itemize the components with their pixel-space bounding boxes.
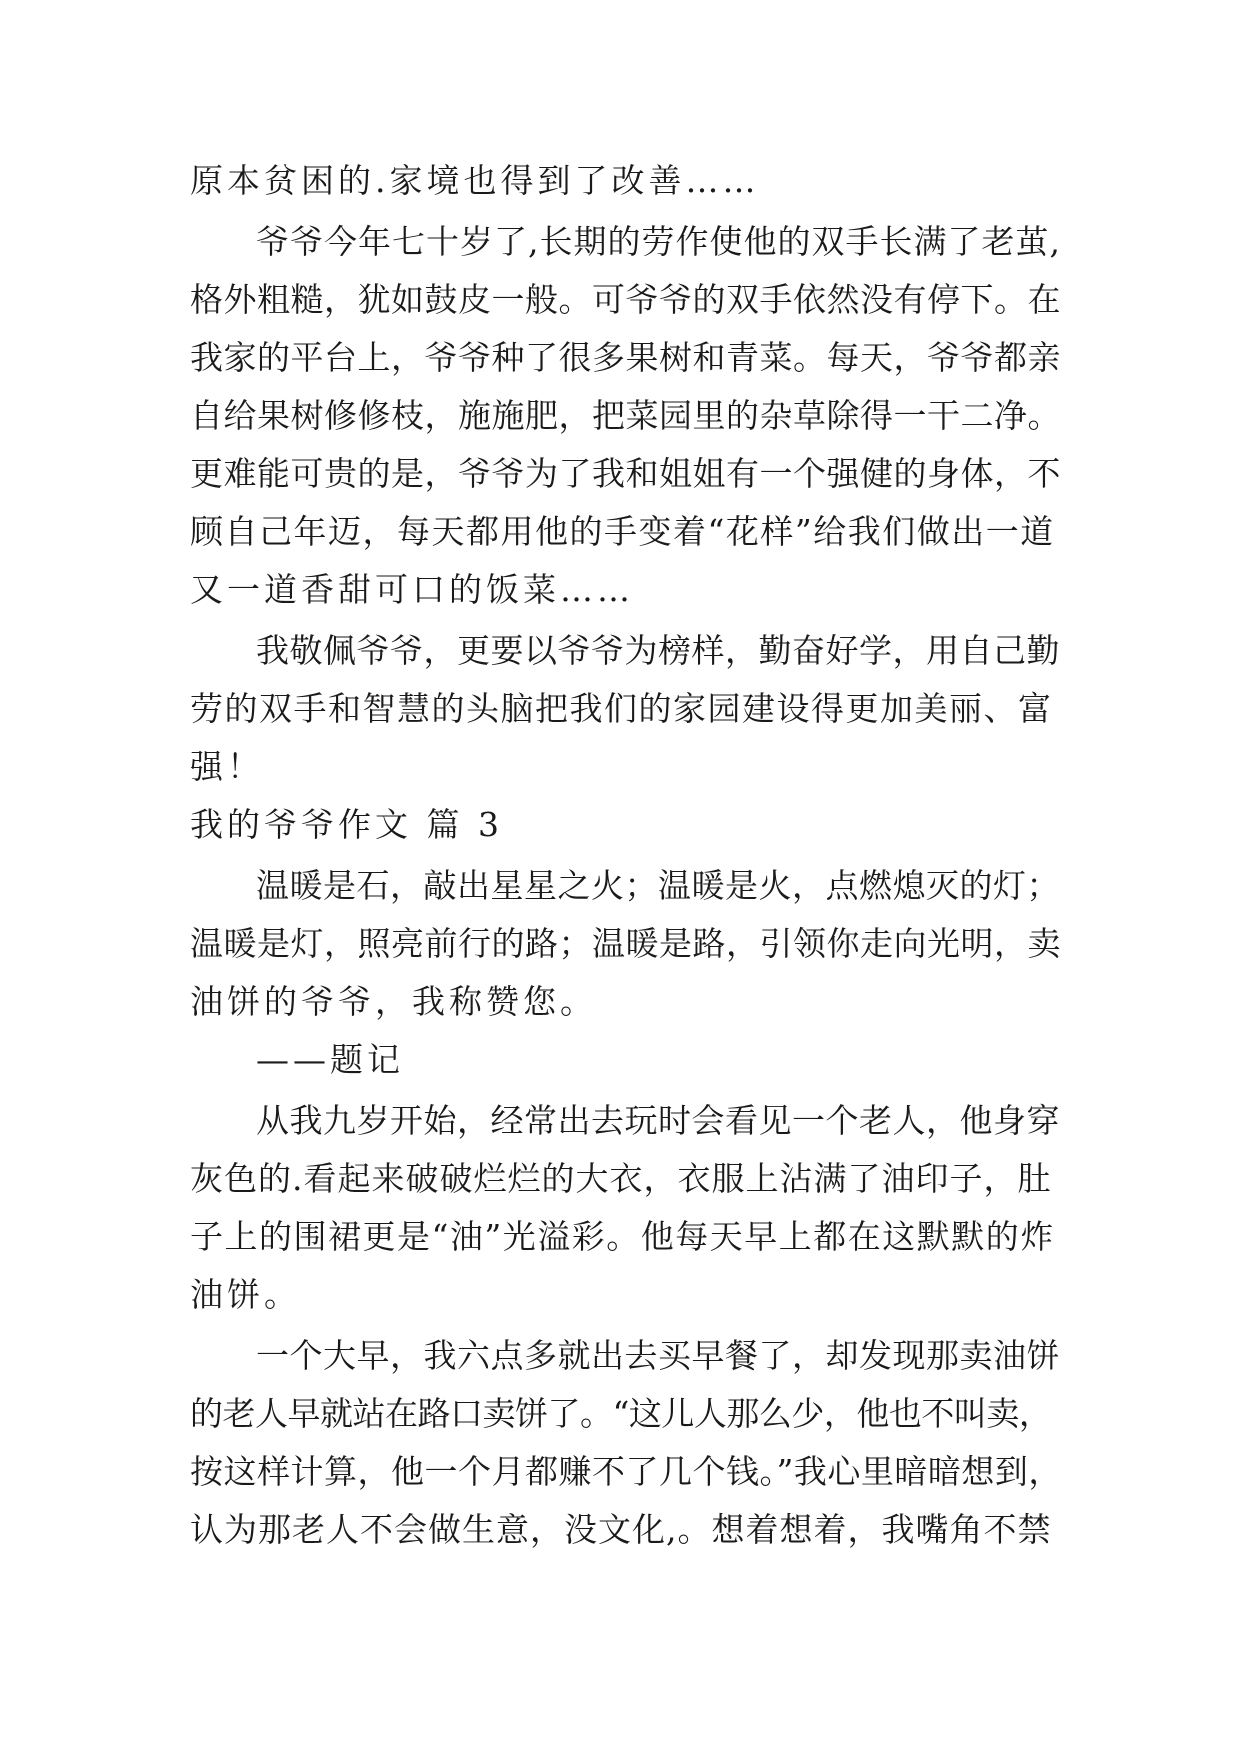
epigraph-attribution: ——题记 bbox=[256, 1040, 404, 1079]
paragraph-line: 爷爷今年七十岁了,长期的劳作使他的双手长满了老茧, bbox=[256, 222, 1061, 261]
paragraph-line: 我家的平台上，爷爷种了很多果树和青菜。每天，爷爷都亲 bbox=[190, 338, 1061, 377]
paragraph-line: 一个大早，我六点多就出去买早餐了，却发现那卖油饼 bbox=[256, 1336, 1060, 1375]
paragraph-line: 按这样计算，他一个月都赚不了几个钱。”我心里暗暗想到， bbox=[190, 1452, 1062, 1491]
section-heading: 我的爷爷作文 篇 3 bbox=[190, 805, 503, 844]
paragraph-line: 油饼。 bbox=[190, 1275, 301, 1314]
paragraph-line: 原本贫困的.家境也得到了改善…… bbox=[190, 161, 760, 200]
paragraph-line: 认为那老人不会做生意，没文化,。想着想着，我嘴角不禁 bbox=[190, 1510, 1052, 1549]
paragraph-line: 又一道香甜可口的饭菜…… bbox=[190, 570, 634, 609]
paragraph-line: 温暖是灯，照亮前行的路；温暖是路，引领你走向光明，卖 bbox=[190, 924, 1061, 963]
paragraph-line: 子上的围裙更是“油”光溢彩。他每天早上都在这默默的炸 bbox=[190, 1217, 1055, 1256]
paragraph-line: 的老人早就站在路口卖饼了。“这儿人那么少，他也不叫卖， bbox=[190, 1394, 1052, 1433]
paragraph-line: 温暖是石，敲出星星之火；温暖是火，点燃熄灭的灯； bbox=[256, 866, 1060, 905]
paragraph-line: 自给果树修修枝，施施肥，把菜园里的杂草除得一干二净。 bbox=[190, 396, 1061, 435]
paragraph-line: 劳的双手和智慧的头脑把我们的家园建设得更加美丽、富 bbox=[190, 689, 1053, 728]
paragraph-line: 从我九岁开始，经常出去玩时会看见一个老人，他身穿 bbox=[256, 1101, 1060, 1140]
paragraph-line: 油饼的爷爷，我称赞您。 bbox=[190, 982, 597, 1021]
paragraph-line: 更难能可贵的是，爷爷为了我和姐姐有一个强健的身体，不 bbox=[190, 454, 1061, 493]
paragraph-line: 顾自己年迈，每天都用他的手变着“花样”给我们做出一道 bbox=[190, 512, 1055, 551]
paragraph-line: 我敬佩爷爷，更要以爷爷为榜样，勤奋好学，用自己勤 bbox=[256, 631, 1060, 670]
paragraph-line: 强！ bbox=[190, 747, 264, 786]
paragraph-line: 灰色的.看起来破破烂烂的大衣，衣服上沾满了油印子，肚 bbox=[190, 1159, 1052, 1198]
paragraph-line: 格外粗糙，犹如鼓皮一般。可爷爷的双手依然没有停下。在 bbox=[190, 280, 1061, 319]
